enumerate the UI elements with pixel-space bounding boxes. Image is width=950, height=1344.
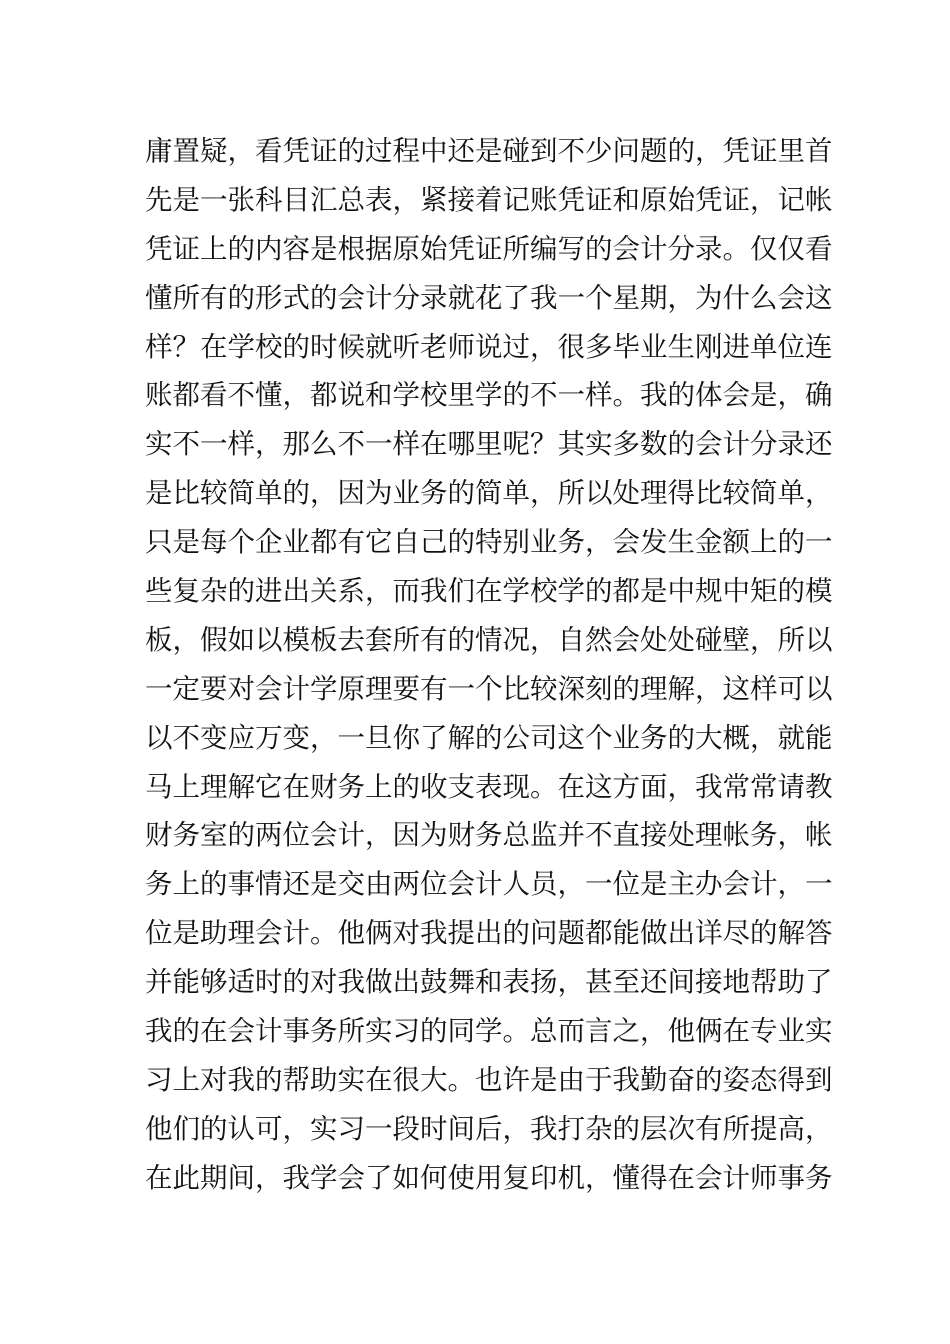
text-line: 先是一张科目汇总表，紧接着记账凭证和原始凭证，记帐	[145, 183, 833, 216]
text-line: 样？在学校的时候就听老师说过，很多毕业生刚进单位连	[145, 330, 833, 363]
text-line: 以不变应万变，一旦你了解的公司这个业务的大概，就能	[145, 721, 833, 754]
text-line: 务上的事情还是交由两位会计人员，一位是主办会计，一	[145, 868, 833, 901]
text-line: 庸置疑，看凭证的过程中还是碰到不少问题的，凭证里首	[145, 135, 833, 167]
text-line: 实不一样，那么不一样在哪里呢？其实多数的会计分录还	[145, 428, 833, 461]
text-line: 一定要对会计学原理要有一个比较深刻的理解，这样可以	[145, 672, 833, 705]
text-line: 习上对我的帮助实在很大。也许是由于我勤奋的姿态得到	[145, 1063, 833, 1096]
text-line: 在此期间，我学会了如何使用复印机，懂得在会计师事务	[145, 1161, 833, 1194]
text-line: 懂所有的形式的会计分录就花了我一个星期，为什么会这	[145, 281, 833, 314]
text-line: 马上理解它在财务上的收支表现。在这方面，我常常请教	[145, 770, 833, 803]
text-line: 财务室的两位会计，因为财务总监并不直接处理帐务，帐	[145, 819, 833, 852]
text-line: 他们的认可，实习一段时间后，我打杂的层次有所提高，	[145, 1112, 833, 1145]
text-line: 是比较简单的，因为业务的简单，所以处理得比较简单，	[145, 477, 833, 510]
text-line: 并能够适时的对我做出鼓舞和表扬，甚至还间接地帮助了	[145, 966, 833, 999]
text-line: 我的在会计事务所实习的同学。总而言之，他俩在专业实	[145, 1015, 833, 1048]
text-line: 些复杂的进出关系，而我们在学校学的都是中规中矩的模	[145, 575, 833, 608]
text-line: 板，假如以模板去套所有的情况，自然会处处碰壁，所以	[145, 623, 833, 656]
text-line: 只是每个企业都有它自己的特别业务，会发生金额上的一	[145, 526, 833, 559]
body-text	[145, 127, 833, 1203]
text-line: 账都看不懂，都说和学校里学的不一样。我的体会是，确	[145, 379, 833, 412]
text-line: 凭证上的内容是根据原始凭证所编写的会计分录。仅仅看	[145, 232, 833, 265]
text-line: 位是助理会计。他俩对我提出的问题都能做出详尽的解答	[145, 917, 833, 950]
